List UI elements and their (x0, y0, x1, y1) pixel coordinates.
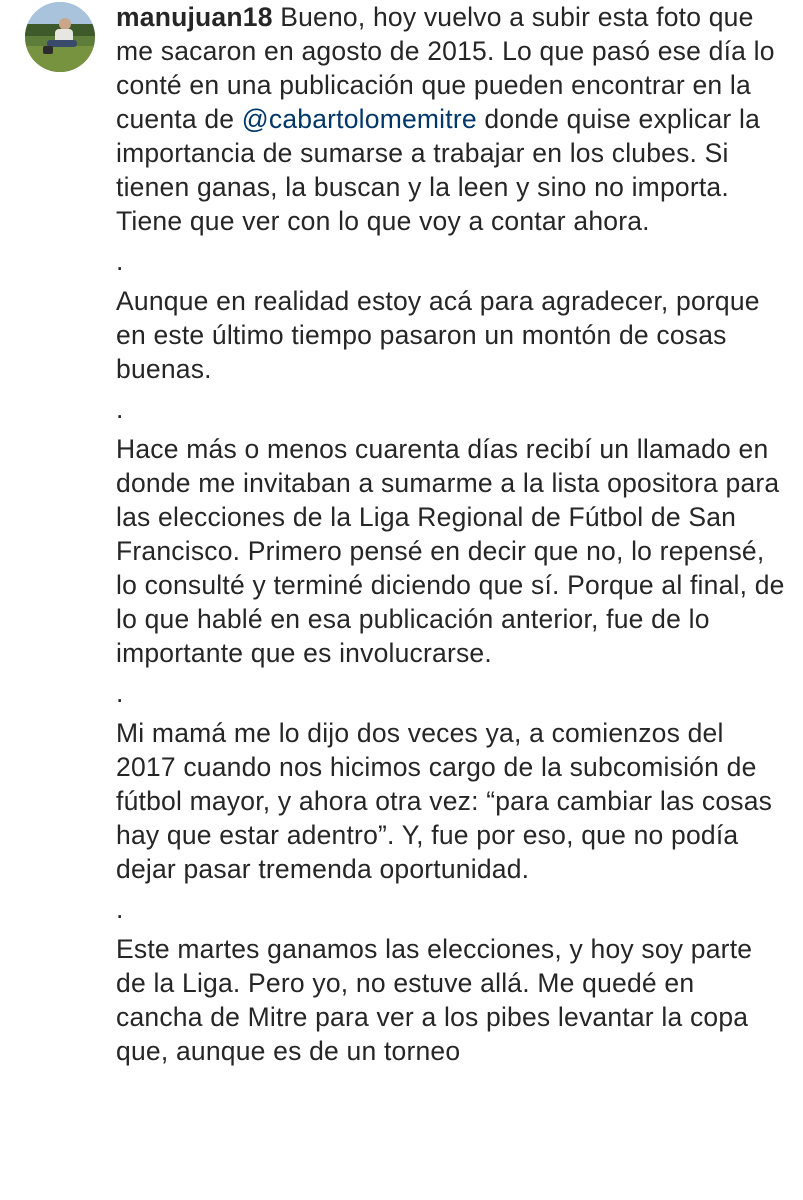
caption-paragraph-5: Este martes ganamos las elecciones, y hoy soy parte de la Liga. Pero yo, no estuve allá. Me quedé en cancha de Mitre para ver a los pibes levantar la copa que, aunque es de un torneo (116, 934, 753, 1066)
mention-link[interactable]: @cabartolomemitre (241, 104, 477, 134)
caption-text-segment: donde quise explicar la importancia de sumarse a trabajar en los clubes. Si tienen ganas, la buscan y la leen y sino no importa. Tiene que ver con lo que voy a contar ahora. (116, 104, 761, 236)
caption-paragraph-2: Aunque en realidad estoy acá para agradecer, porque en este último tiempo pasaron un montón de cosas buenas. (116, 286, 760, 384)
caption-paragraph-3: Hace más o menos cuarenta días recibí un llamado en donde me invitaban a sumarme a la lista opositora para las elecciones de la Liga Regional de Fútbol de San Francisco. Primero pensé en decir que no, lo repensé, lo consulté y terminé diciendo que sí. Porque al final, de lo que hablé en esa publicación anterior, fue de lo importante que es involucrarse. (116, 434, 785, 668)
profile-photo-icon (25, 2, 95, 72)
paragraph-separator: . (116, 894, 124, 924)
username-link[interactable]: manujuan18 (116, 2, 273, 32)
paragraph-separator: . (116, 678, 124, 708)
caption-body (116, 0, 788, 1068)
caption-paragraph-1 (116, 0, 788, 238)
paragraph-separator: . (116, 394, 124, 424)
paragraph-separator: . (116, 246, 124, 276)
caption-paragraph-4: Mi mamá me lo dijo dos veces ya, a comienzos del 2017 cuando nos hicimos cargo de la subcomisión de fútbol mayor, y ahora otra vez: “para cambiar las cosas hay que estar adentro”. Y, fue por eso, que no podía dejar pasar tremenda oportunidad. (116, 718, 773, 884)
caption-text-segment: Bueno, hoy vuelvo a subir esta foto que me sacaron en agosto de 2015. Lo que pasó ese día lo conté en una publicación que pueden encontrar en la cuenta de (116, 2, 775, 134)
profile-avatar[interactable] (25, 2, 95, 72)
